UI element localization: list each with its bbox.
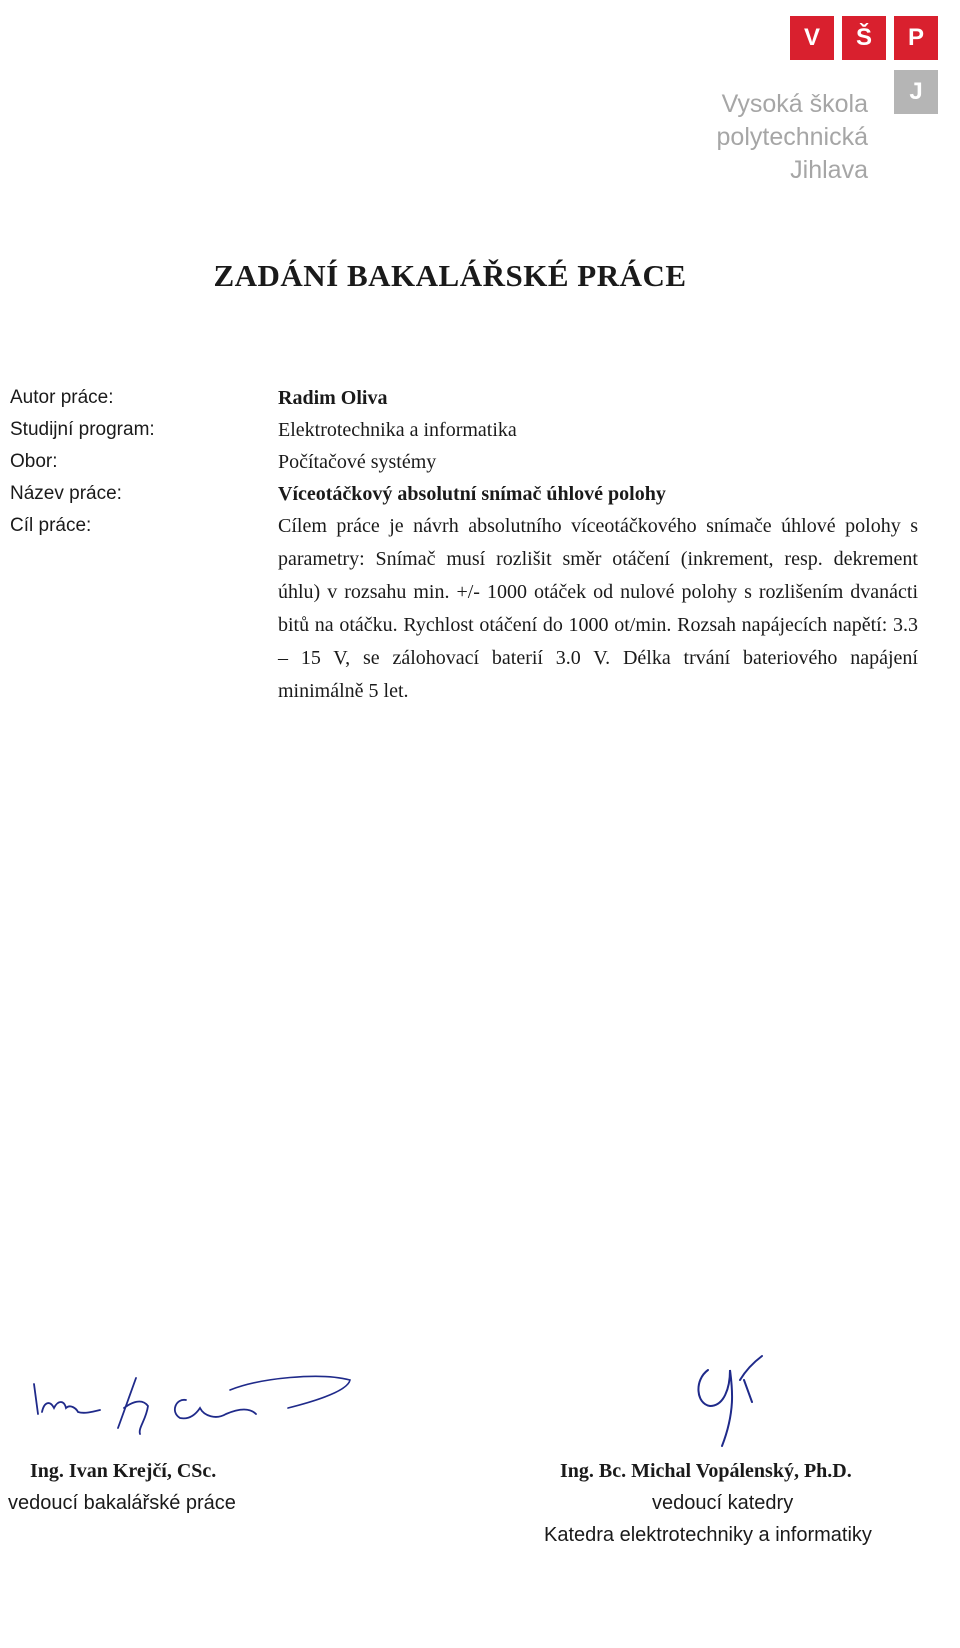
goal-value: Cílem práce je návrh absolutního víceotáčkového snímače úhlové polohy s parametry: Snímač musí rozlišit směr otáčení (inkrement, resp. dekrement úhlu) v rozsahu min. +/- 1000 otáček od nulové polohy s rozlišením dvanácti bitů na otáčku. Rychlost otáčení do 1000 ot/min. Rozsah napájecích napětí: 3.3 – 15 V, se zálohovací baterií 3.0 V. Délka trvání bateriového napájení minimálně 5 let. <box>278 515 918 702</box>
supervisor-role: vedoucí bakalářské práce <box>8 1492 236 1514</box>
logo-letter-p: P <box>894 16 938 60</box>
thesis-title-value: Víceotáčkový absolutní snímač úhlové polohy <box>278 483 666 505</box>
supervisor-signature-block <box>0 1390 280 1640</box>
supervisor-handwritten-signature <box>20 1350 360 1440</box>
thesis-info <box>10 382 950 708</box>
logo-letter-s: Š <box>842 16 886 60</box>
logo-letter-j: J <box>894 70 938 114</box>
program-value: Elektrotechnika a informatika <box>278 419 517 441</box>
program-label: Studijní program: <box>10 419 155 440</box>
head-name: Ing. Bc. Michal Vopálenský, Ph.D. <box>560 1460 852 1482</box>
head-signature-block <box>544 1390 950 1640</box>
author-label: Autor práce: <box>10 387 114 408</box>
goal-label: Cíl práce: <box>10 515 92 536</box>
field-row <box>10 446 950 478</box>
author-row <box>10 382 950 414</box>
logo-school-name <box>717 88 868 187</box>
logo-line-3: Jihlava <box>790 156 868 184</box>
field-label: Obor: <box>10 451 58 472</box>
goal-row <box>10 510 950 708</box>
head-role: vedoucí katedry <box>652 1492 794 1514</box>
logo-line-2: polytechnická <box>716 123 868 151</box>
supervisor-name: Ing. Ivan Krejčí, CSc. <box>30 1460 217 1482</box>
document-title: ZADÁNÍ BAKALÁŘSKÉ PRÁCE <box>213 258 687 293</box>
author-value: Radim Oliva <box>278 387 388 409</box>
thesis-title-label: Název práce: <box>10 483 122 504</box>
head-handwritten-signature <box>680 1340 800 1450</box>
field-value: Počítačové systémy <box>278 451 437 473</box>
logo-line-1: Vysoká škola <box>721 90 868 118</box>
thesis-title-row <box>10 478 950 510</box>
department-name: Katedra elektrotechniky a informatiky <box>544 1524 872 1546</box>
program-row <box>10 414 950 446</box>
logo-letter-v: V <box>790 16 834 60</box>
school-logo <box>700 8 950 188</box>
